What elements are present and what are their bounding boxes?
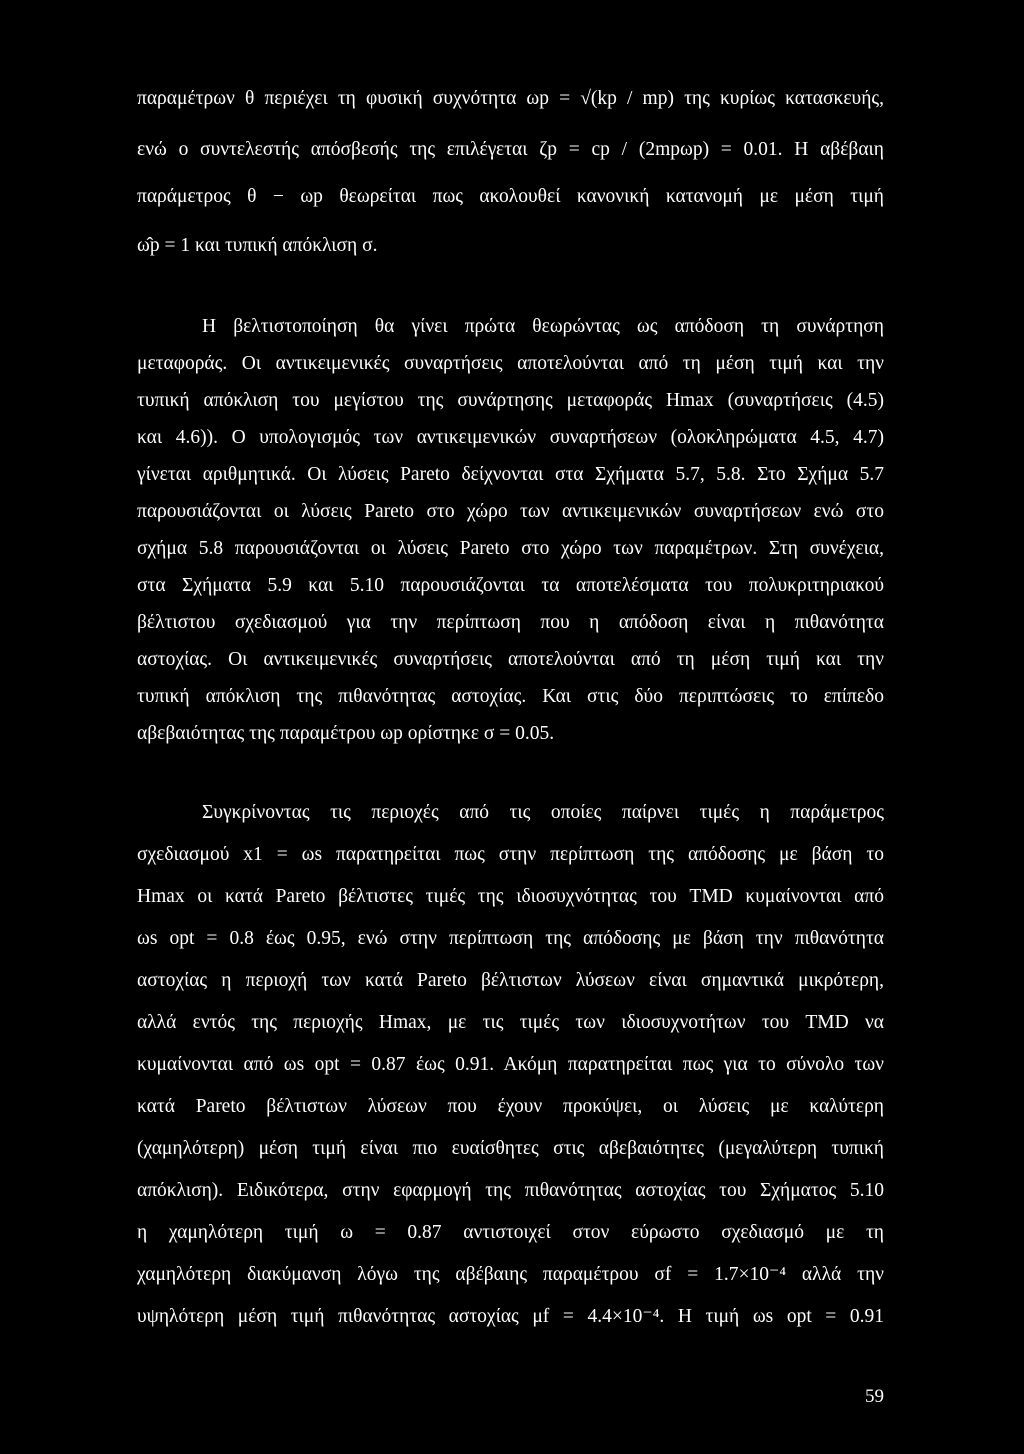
text-line: Συγκρίνοντας τις περιοχές από τις οποίες παίρνει τιμές η παράμετρος [202,802,884,823]
text-line: παρουσιάζονται οι λύσεις Pareto στο χώρο των αντικειμενικών συναρτήσεων ενώ στο [137,501,884,522]
text-line: τυπική απόκλιση του μεγίστου της συνάρτησης μεταφοράς Hmax (συναρτήσεις (4.5) [137,390,884,411]
text-line: τυπική απόκλιση της πιθανότητας αστοχίας. Και στις δύο περιπτώσεις το επίπεδο [137,686,884,707]
text-line: κυμαίνονται από ωs opt = 0.87 έως 0.91. Ακόμη παρατηρείται πως για το σύνολο των [137,1054,884,1075]
text-line: σχήμα 5.8 παρουσιάζονται οι λύσεις Pareto στο χώρο των παραμέτρων. Στη συνέχεια, [137,538,884,559]
text-line: (χαμηλότερη) μέση τιμή είναι πιο ευαίσθητες στις αβεβαιότητες (μεγαλύτερη τυπική [137,1138,884,1159]
text-line: ω̂p = 1 και τυπική απόκλιση σ. [137,235,378,256]
text-line: βέλτιστου σχεδιασμού για την περίπτωση που η απόδοση είναι η πιθανότητα [137,612,884,633]
text-line: Hmax οι κατά Pareto βέλτιστες τιμές της ιδιοσυχνότητας του TMD κυμαίνονται από [137,886,884,907]
text-line: κατά Pareto βέλτιστων λύσεων που έχουν προκύψει, οι λύσεις με καλύτερη [137,1096,884,1117]
text-line: παράμετρος θ − ωp θεωρείται πως ακολουθεί κανονική κατανομή με μέση τιμή [137,186,884,207]
text-line: στα Σχήματα 5.9 και 5.10 παρουσιάζονται τα αποτελέσματα του πολυκριτηριακού [137,575,884,596]
text-line: ωs opt = 0.8 έως 0.95, ενώ στην περίπτωση της απόδοσης με βάση την πιθανότητα [137,928,884,949]
text-line: απόκλιση). Ειδικότερα, στην εφαρμογή της πιθανότητας αστοχίας του Σχήματος 5.10 [137,1180,884,1201]
text-line: χαμηλότερη διακύμανση λόγω της αβέβαιης παραμέτρου σf = 1.7×10⁻⁴ αλλά την [137,1264,884,1285]
text-line: υψηλότερη μέση τιμή πιθανότητας αστοχίας μf = 4.4×10⁻⁴. Η τιμή ωs opt = 0.91 [137,1306,884,1327]
text-line: η χαμηλότερη τιμή ω = 0.87 αντιστοιχεί στον εύρωστο σχεδιασμό με τη [137,1222,884,1243]
text-line: Η βελτιστοποίηση θα γίνει πρώτα θεωρώντας ως απόδοση τη συνάρτηση [202,316,884,337]
text-line: αλλά εντός της περιοχής Hmax, με τις τιμές των ιδιοσυχνοτήτων του TMD να [137,1012,884,1033]
text-line: παραμέτρων θ περιέχει τη φυσική συχνότητα ωp = √(kp / mp) της κυρίως κατασκευής, [137,88,884,109]
text-line: γίνεται αριθμητικά. Οι λύσεις Pareto δείχνονται στα Σχήματα 5.7, 5.8. Στο Σχήμα 5.7 [137,464,884,485]
text-line: αστοχίας. Οι αντικειμενικές συναρτήσεις αποτελούνται από τη μέση τιμή και την [137,649,884,670]
text-line: αβεβαιότητας της παραμέτρου ωp ορίστηκε σ = 0.05. [137,723,555,744]
page-number: 59 [865,1386,884,1407]
text-line: σχεδιασμού x1 = ωs παρατηρείται πως στην περίπτωση της απόδοσης με βάση το [137,844,884,865]
text-line: ενώ ο συντελεστής απόσβεσής της επιλέγεται ζp = cp / (2mpωp) = 0.01. Η αβέβαιη [137,139,884,160]
text-line: αστοχίας η περιοχή των κατά Pareto βέλτιστων λύσεων είναι σημαντικά μικρότερη, [137,970,884,991]
text-line: και 4.6)). Ο υπολογισμός των αντικειμενικών συναρτήσεων (ολοκληρώματα 4.5, 4.7) [137,427,884,448]
text-line: μεταφοράς. Οι αντικειμενικές συναρτήσεις αποτελούνται από τη μέση τιμή και την [137,353,884,374]
